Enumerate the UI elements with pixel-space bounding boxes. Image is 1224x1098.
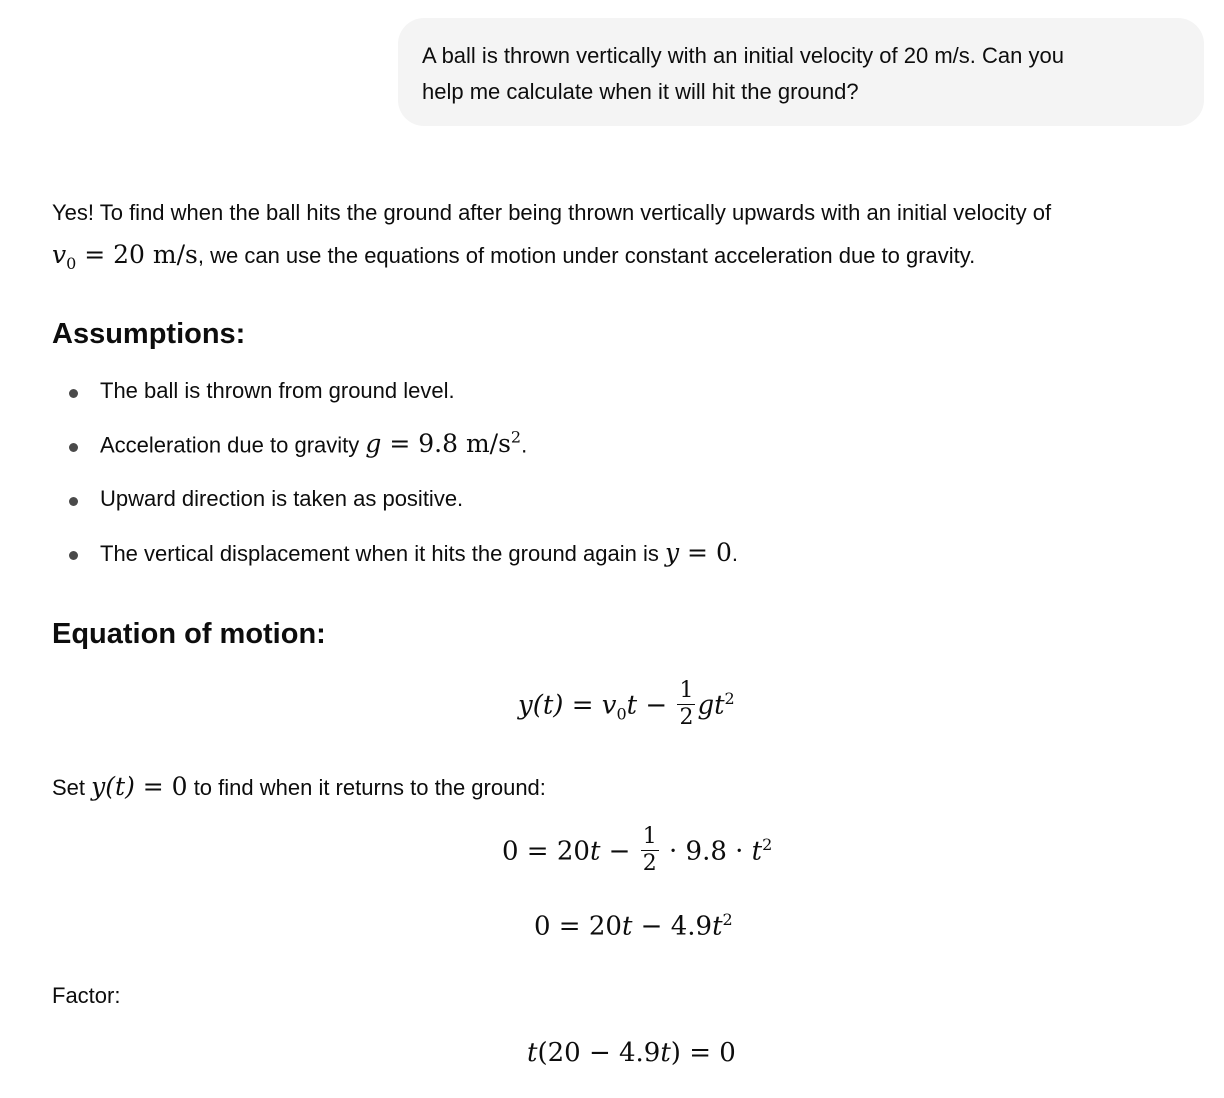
user-message-bubble xyxy=(398,18,1204,126)
response-intro-line-2: $v_0 = 20$ m/s, we can use the equations of motion under constant acceleration due to gravity. xyxy=(52,240,976,273)
equation-heading: Equation of motion: xyxy=(52,618,326,650)
bullet-1 xyxy=(69,389,78,398)
v0-math: $v_0 = 20$ m/s xyxy=(52,240,198,273)
equation-simplified: $0 = 20t - 4.9t^2$ xyxy=(534,910,733,942)
assumption-item-1: The ball is thrown from ground level. xyxy=(100,378,455,403)
assumption-item-4: The vertical displacement when it hits the ground again is y = 0. xyxy=(100,538,738,567)
assumption-item-2: Acceleration due to gravity g = 9.8 $m/s^2$. xyxy=(100,428,528,459)
equation-of-motion: $y(t) = v_0t$ − $\frac{1}{2}$ $gt^2$ xyxy=(518,678,735,730)
bullet-2 xyxy=(69,443,78,452)
user-message-line-1: A ball is thrown vertically with an initial velocity of 20 m/s. Can you xyxy=(422,43,1064,68)
assumptions-heading: Assumptions: xyxy=(52,318,246,350)
set-condition-text: Set y(t) = 0 to find when it returns to the ground: xyxy=(52,772,546,801)
bullet-4 xyxy=(69,551,78,560)
fraction-half-2: $\frac{1}{2}$ xyxy=(642,824,657,876)
factor-label: Factor: xyxy=(52,983,121,1008)
fraction-half: $\frac{1}{2}$ xyxy=(679,678,694,730)
equation-substituted: 0 = 20t − $\frac{1}{2}$ · $9.8 \cdot t^2$ xyxy=(502,824,773,876)
assumption-item-3: Upward direction is taken as positive. xyxy=(100,486,464,511)
equation-factored: t(20 − 4.9t) = 0 xyxy=(527,1038,736,1068)
user-message-line-2: help me calculate when it will hit the ground? xyxy=(422,79,859,104)
bullet-3 xyxy=(69,497,78,506)
response-intro-line-1: Yes! To find when the ball hits the ground after being thrown vertically upwards with an initial velocity of xyxy=(52,200,1052,225)
